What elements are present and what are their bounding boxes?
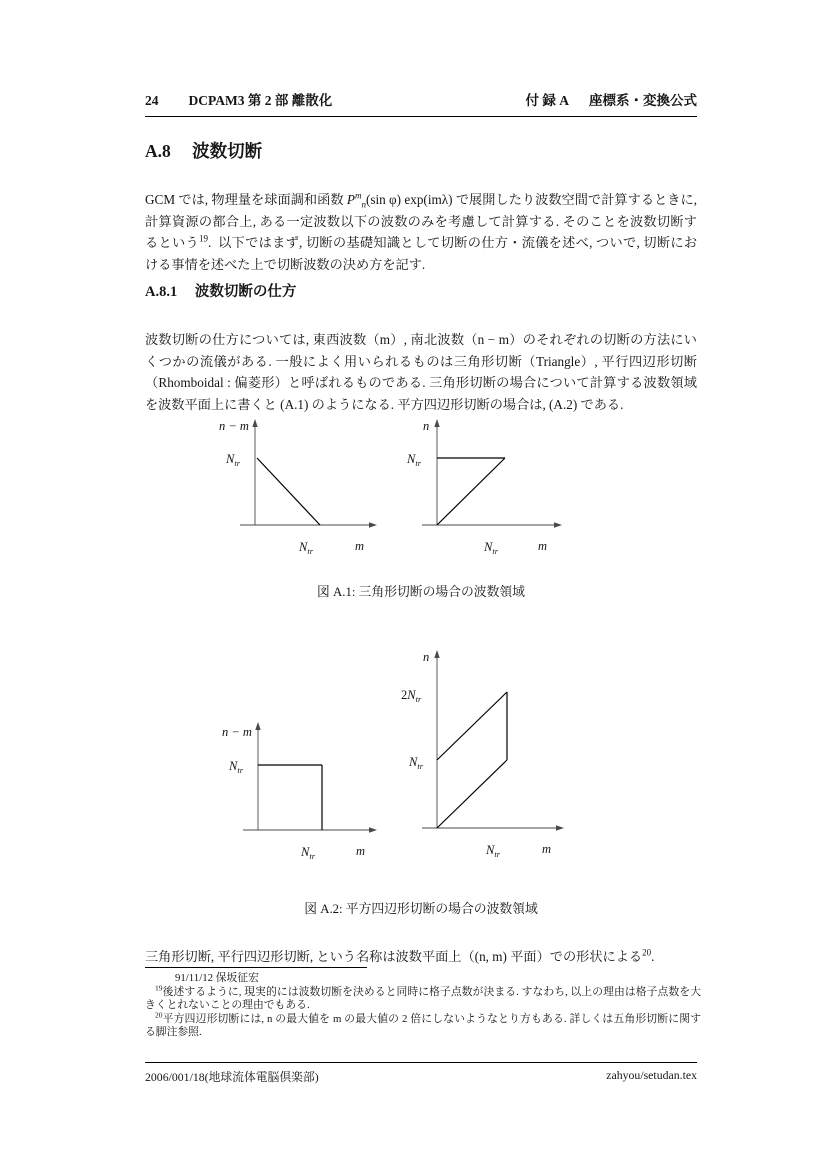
paragraph-methods [145,329,697,415]
p-superscript-m: m [354,190,362,201]
x-axis-label-m: m [356,844,366,858]
page-number: 24 [145,93,159,108]
figure-a2-left-diagram [213,716,385,866]
y-axis-arrow-icon [252,419,257,427]
footnote-rule [145,967,367,968]
footnote-20-text: 平方四辺形切断には, n の最大値を m の最大値の 2 倍にしないようなとり方もある. 詳しくは五角形切断に関する脚注参照. [145,1012,701,1039]
figure-a1-right-diagram [398,412,570,560]
y-tick-label-ntr: $N_{tr}$ [226,452,241,468]
footnote-block [145,972,701,1040]
header-rule [145,116,697,117]
footer-rule [145,1062,697,1063]
methods-text: 波数切断の仕方については, 東西波数（m）, 南北波数（n − m）のそれぞれの切断の方法にいくつかの流儀がある. 一般によく用いられるものは三角形切断（Triangle）, 平行四辺形切断（Rhomboidal : 偏菱形）と呼ばれるものである. 三角形切断の場合について計算する波数領域を波数平面上に書くと (A.1) のようになる. 平方四辺形切断の場合は, (A.2) である. [145,332,697,412]
intro-text-3: . 以下ではまず, 切断の基礎知識として切断の仕方・流儀を述べ, ついで, 切断における事情を述べた上で切断波数の決め方を記す. [145,235,698,272]
footnote-ref-19: 19 [198,233,208,244]
x-tick-label-ntr: $N_{tr}$ [484,540,499,556]
y-axis-label-n: n [423,650,430,664]
naming-text-1: 三角形切断, 平行四辺形切断, という名称は波数平面上（(n, m) 平面）での形状による [145,949,643,965]
p-subscript-n: n [361,199,366,210]
section-heading [145,138,262,163]
x-axis-arrow-icon [369,522,377,527]
x-tick-label-ntr: $N_{tr}$ [301,845,316,861]
triangle-diagonal-line [437,458,505,525]
parallelogram-lower-diagonal-line [437,760,507,828]
intro-text-2: (sin φ) exp(imλ) で展開したり波数空間で計算するときに, 計算資源の都合上, ある一定波数以下の波数のみを考慮して計算する. そのことを波数切断するという [145,192,698,251]
page-header [145,92,697,109]
section-number: A.8 [145,141,171,161]
y-tick-label-ntr: $N_{tr}$ [409,755,424,771]
x-tick-label-ntr: $N_{tr}$ [299,540,314,556]
parallelogram-upper-diagonal-line [437,692,507,760]
x-axis-arrow-icon [554,522,562,527]
x-axis-arrow-icon [369,827,377,832]
header-appendix-label: 付 録 A [525,93,569,108]
x-axis-label-m: m [538,539,548,553]
footnote-ref-20: 20 [642,947,652,958]
y-axis-arrow-icon [255,722,260,730]
paragraph-intro [145,189,697,275]
footnote-19-text: 後述するように, 現実的には波数切断を決めると同時に格子点数が決まる. すなわち, 以上の理由は格子点数を大きくとれないことの理由でもある. [145,985,701,1012]
intro-text-1: GCM では, 物理量を球面調和函数 [145,192,347,208]
figure-a1-caption: 図 A.1: 三角形切断の場合の波数領域 [317,585,525,599]
footnote-19-marker: 19 [155,983,163,992]
y-axis-label-n-minus-m: n − m [222,725,252,739]
paragraph-naming [145,946,697,968]
figure-a2-caption: 図 A.2: 平方四辺形切断の場合の波数領域 [304,902,538,916]
y-tick-label-ntr: $N_{tr}$ [407,452,422,468]
header-spacer [332,92,525,109]
y-axis-label-n-minus-m: n − m [219,419,249,433]
footnote-19 [145,983,701,1013]
p-symbol: P [346,192,355,208]
subsection-heading [145,280,296,301]
footnote-20 [145,1010,701,1040]
footnote-date-line: 91/11/12 保坂征宏 [175,972,259,984]
footnote-20-marker: 20 [155,1010,163,1020]
section-title: 波数切断 [192,141,263,161]
y-axis-arrow-icon [434,650,439,658]
y-tick-label-2ntr: $2N_{tr}$ [401,688,422,704]
subsection-number: A.8.1 [145,284,178,300]
x-tick-label-ntr: $N_{tr}$ [486,843,501,859]
header-appendix-title: 座標系・変換公式 [589,93,697,108]
figure-a2-right-diagram [398,643,576,868]
figure-a1-left-diagram [213,412,385,560]
x-axis-arrow-icon [556,825,564,830]
triangle-hypotenuse-line [257,458,320,525]
subsection-title: 波数切断の仕方 [194,284,297,300]
page-footer [145,1068,697,1085]
y-tick-label-ntr: $N_{tr}$ [229,759,244,775]
footer-source-file: zahyou/setudan.tex [606,1068,697,1082]
footer-publisher: 2006/001/18(地球流体電脳倶楽部) [145,1070,319,1084]
naming-text-2: . [651,949,655,965]
y-axis-label-n: n [423,419,430,433]
x-axis-label-m: m [542,842,552,856]
spherical-harmonic-symbol [346,190,366,210]
y-axis-arrow-icon [434,419,439,427]
x-axis-label-m: m [355,539,365,553]
header-part-title: DCPAM3 第 2 部 離散化 [188,93,333,108]
